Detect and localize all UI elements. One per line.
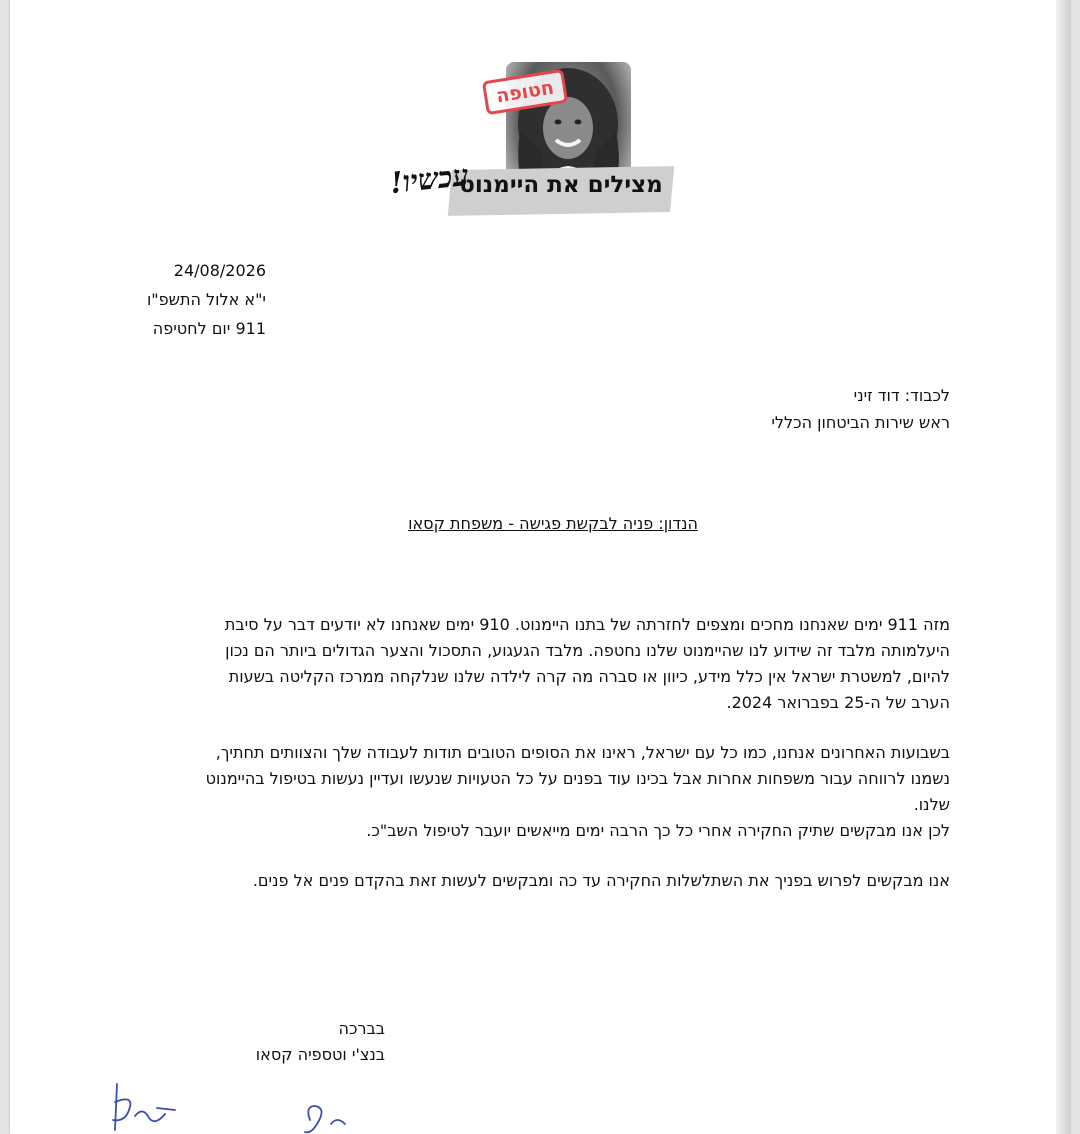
- page-edge-shadow: [1056, 0, 1070, 1134]
- kidnapped-stamp: חטופה: [482, 69, 568, 115]
- hebrew-date: י"א אלול התשפ"ו: [146, 290, 266, 309]
- closing-block: [256, 1016, 385, 1068]
- body-line: היעלמותה מלבד זה שידוע לנו שהיימנוט שלנו נחטפה. מלבד הגעגוע, התסכול והצער הגדולים ביותר הם נכון: [225, 641, 950, 660]
- body-line: שלנו.: [913, 795, 950, 814]
- body-paragraph-2: [160, 740, 950, 844]
- letter-page: [10, 0, 1070, 1134]
- body-line: אנו מבקשים לפרוש בפניך את השתלשלות החקירה עד כה ומבקשים לעשות זאת בהקדם פנים אל פנים.: [252, 871, 950, 890]
- recipient-block: [771, 382, 950, 436]
- recipient-title: ראש שירות הביטחון הכללי: [771, 413, 950, 432]
- days-since-kidnapping: 911 יום לחטיפה: [152, 319, 266, 338]
- campaign-logo: [388, 60, 688, 230]
- gregorian-date: 24/08/2026: [173, 261, 266, 280]
- body-line: הערב של ה-25 בפברואר 2024.: [726, 693, 950, 712]
- closing-signers: בנצ'י וטספיה קסאו: [255, 1045, 385, 1064]
- slogan-text: מצילים את היימנוט: [459, 172, 663, 198]
- body-paragraph-1: [160, 612, 950, 716]
- body-line: נשמנו לרווחה עבור משפחות אחרות אבל בכינו עוד בפנים על כל הטעויות שנעשו ועדיין נעשות בטיפול בהיימנוט: [205, 769, 950, 788]
- subject-line: הנדון: פניה לבקשת פגישה - משפחת קסאו: [408, 514, 698, 533]
- body-line: לכן אנו מבקשים שתיק החקירה אחרי כל כך הרבה ימים מייאשים יועבר לטיפול השב"כ.: [366, 821, 950, 840]
- body-line: בשבועות האחרונים אנחנו, כמו כל עם ישראל, ראינו את הסופים הטובים תודות לעבודה שלך והצוותים תחתיך,: [215, 743, 950, 762]
- body-line: מזה 911 ימים שאנחנו מחכים ומצפים לחזרתה של בתנו היימנוט. 910 ימים שאנחנו לא יודעים דבר על סיבת: [224, 615, 950, 634]
- recipient-name: לכבוד: דוד זיני: [853, 386, 950, 405]
- body-paragraph-3: [160, 868, 950, 894]
- body-line: להיום, למשטרת ישראל אין כלל מידע, כיוון או סברה מה קרה לילדה שלנו שנלקחה ממרכז הקליטה בשעות: [228, 667, 950, 686]
- handwritten-signatures: [105, 1080, 385, 1134]
- closing-greeting: בברכה: [338, 1019, 385, 1038]
- date-block: [147, 256, 266, 343]
- slogan-script-text: עכשיו!: [388, 157, 471, 201]
